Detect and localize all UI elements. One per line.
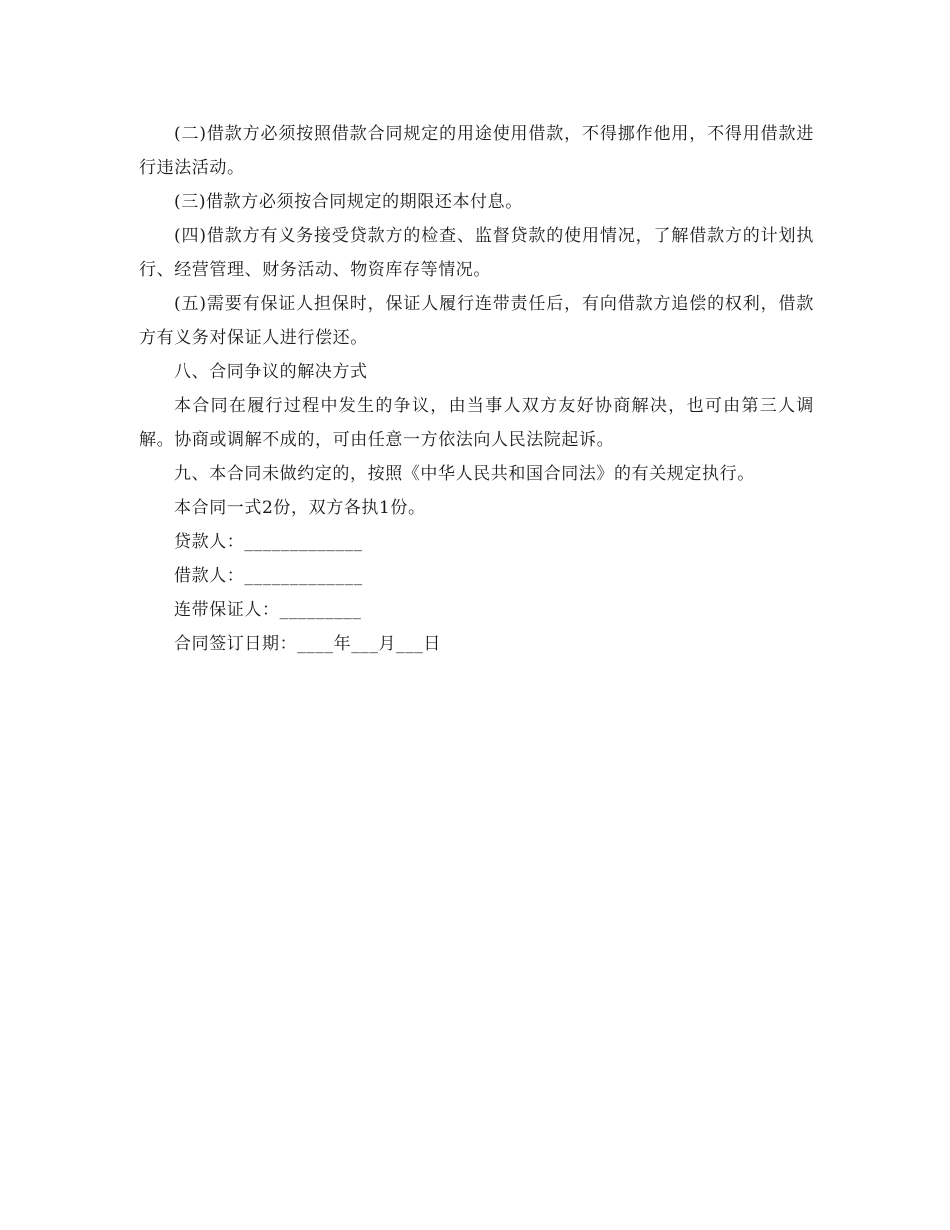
document-body bbox=[139, 117, 814, 661]
guarantor-signature-line: 连带保证人：_________ bbox=[174, 600, 362, 620]
section-9-paragraph: 九、本合同未做约定的，按照《中华人民共和国合同法》的有关规定执行。 bbox=[174, 464, 755, 484]
section-8-paragraph: 本合同在履行过程中发生的争议，由当事人双方友好协商解决，也可由第三人调解。协商或调解不成的，可由任意一方依法向人民法院起诉。 bbox=[139, 396, 814, 450]
clause-3-paragraph: (三)借款方必须按合同规定的期限还本付息。 bbox=[174, 192, 523, 212]
section-8-heading: 八、合同争议的解决方式 bbox=[174, 362, 368, 382]
clause-5-paragraph: (五)需要有保证人担保时，保证人履行连带责任后，有向借款方追偿的权利，借款方有义务对保证人进行偿还。 bbox=[139, 294, 814, 348]
lender-signature-line: 贷款人：_____________ bbox=[174, 532, 363, 552]
clause-4-paragraph: (四)借款方有义务接受贷款方的检查、监督贷款的使用情况，了解借款方的计划执行、经营管理、财务活动、物资库存等情况。 bbox=[139, 226, 814, 280]
sign-date-line: 合同签订日期：____年___月___日 bbox=[174, 634, 441, 654]
clause-2-paragraph: (二)借款方必须按照借款合同规定的用途使用借款，不得挪作他用，不得用借款进行违法活动。 bbox=[139, 124, 814, 178]
copies-paragraph: 本合同一式2份，双方各执1份。 bbox=[174, 498, 426, 518]
borrower-signature-line: 借款人：_____________ bbox=[174, 566, 363, 586]
